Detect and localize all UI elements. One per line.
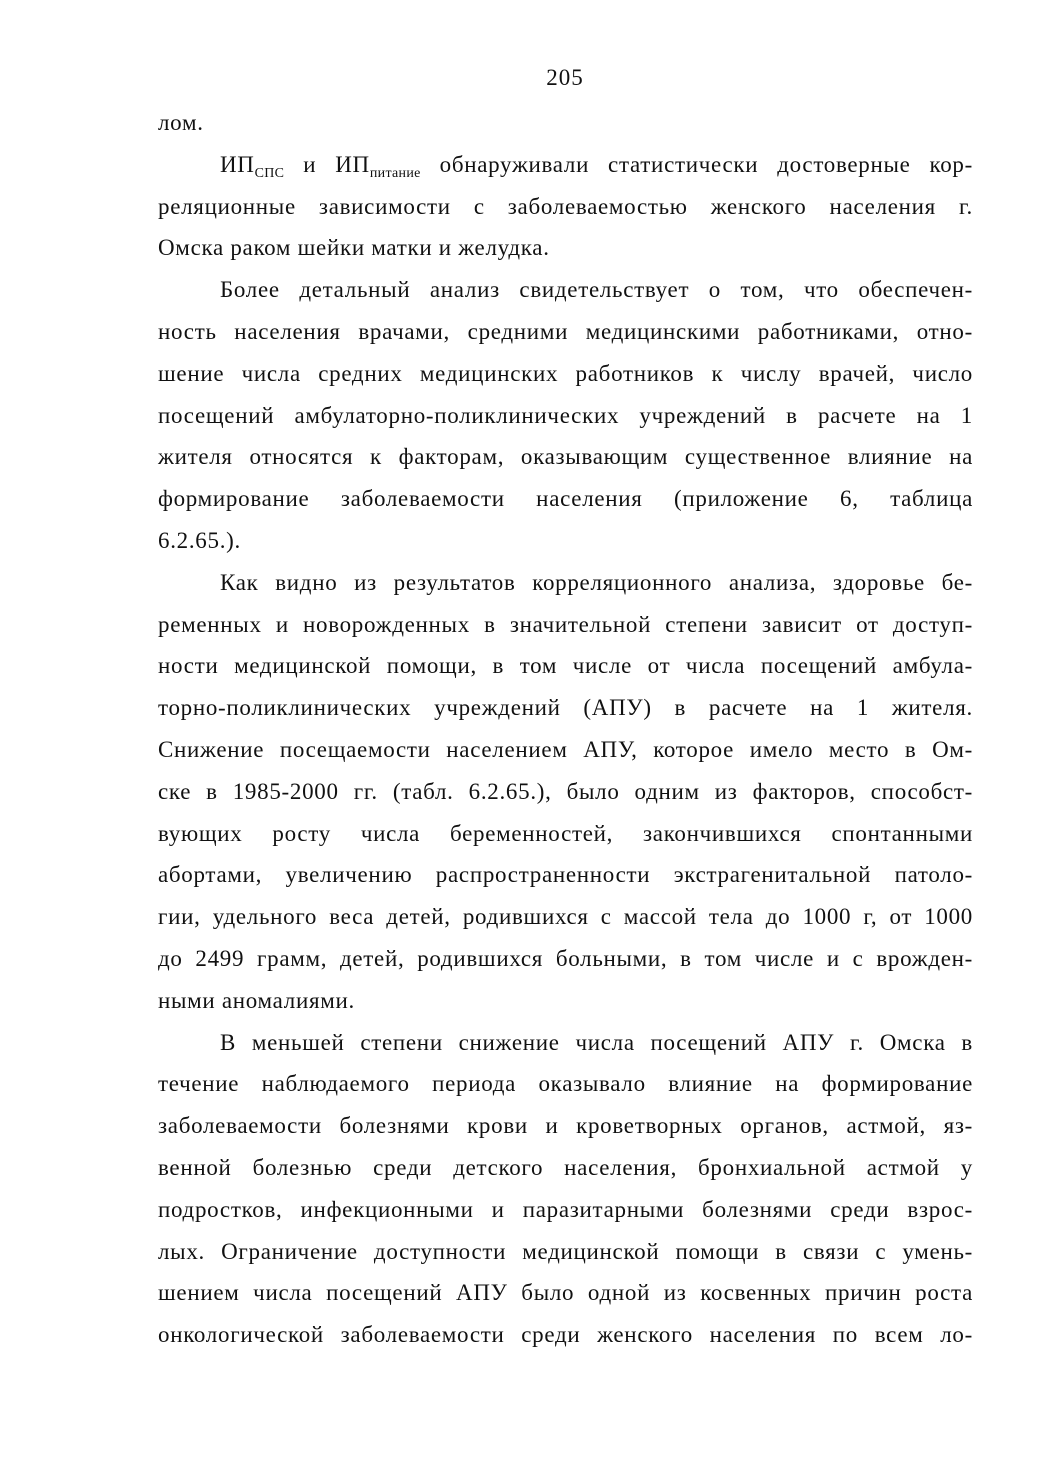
- conjunction: и: [284, 151, 336, 177]
- text-line: ности медицинской помощи, в том числе от числа посещений амбула-: [158, 653, 973, 679]
- text-line: шение числа средних медицинских работников к числу врачей, число: [158, 360, 973, 386]
- paragraph-continuation: [158, 102, 973, 144]
- text-line: торно-поликлинических учреждений (АПУ) в расчете на 1 жителя.: [158, 695, 973, 721]
- text-line: течение наблюдаемого периода оказывало влияние на формирование: [158, 1071, 973, 1097]
- paragraph-lesser-degree: [158, 1022, 973, 1356]
- text-line: жителя относятся к факторам, оказывающим существенное влияние на: [158, 444, 973, 470]
- ip-sps-subscript: СПС: [254, 165, 285, 181]
- text-line: ременных и новорожденных в значительной степени зависит от доступ-: [158, 611, 973, 637]
- text-line: гии, удельного веса детей, родившихся с массой тела до 1000 г, от 1000: [158, 904, 973, 930]
- paragraph-detailed-analysis: [158, 269, 973, 562]
- ip-nutrition-label: ИП: [335, 151, 370, 177]
- text-line: Снижение посещаемости населением АПУ, которое имело место в Ом-: [158, 736, 973, 762]
- text-line: абортами, увеличению распространенности экстрагенитальной патоло-: [158, 862, 973, 888]
- text-line: ске в 1985-2000 гг. (табл. 6.2.65.), было одним из факторов, способст-: [158, 778, 973, 804]
- body-text: [158, 102, 973, 1356]
- text-line: формирование заболеваемости населения (приложение 6, таблица: [158, 486, 973, 512]
- text-line: ными аномалиями.: [158, 987, 355, 1013]
- ip-nutrition-subscript: питание: [369, 165, 421, 181]
- text-line: заболеваемости болезнями крови и кроветворных органов, астмой, яз-: [158, 1113, 973, 1139]
- text-line: В меньшей степени снижение числа посещений АПУ г. Омска в: [220, 1029, 973, 1055]
- text-line: вующих росту числа беременностей, закончившихся спонтанными: [158, 820, 973, 846]
- text-line: 6.2.65.).: [158, 527, 241, 553]
- text-fragment: обнаруживали статистически достоверные кор-: [420, 151, 973, 177]
- text-line: ность населения врачами, средними медицинскими работниками, отно-: [158, 318, 973, 344]
- text-line: онкологической заболеваемости среди женского населения по всем ло-: [158, 1322, 973, 1348]
- text-line: Как видно из результатов корреляционного анализа, здоровье бе-: [220, 569, 973, 595]
- text-line: лых. Ограничение доступности медицинской помощи в связи с умень-: [158, 1238, 973, 1264]
- paragraph-ip-correlation: [158, 144, 973, 269]
- page-number: 205: [546, 65, 584, 90]
- text-line: лом.: [158, 110, 204, 135]
- paragraph-correlation-results: [158, 562, 973, 1022]
- text-line: [158, 144, 973, 186]
- text-line: реляционные зависимости с заболеваемостью женского населения г.: [158, 193, 973, 219]
- ip-sps-label: ИП: [220, 151, 255, 177]
- text-line: подростков, инфекционными и паразитарными болезнями среди взрос-: [158, 1196, 973, 1222]
- text-line: до 2499 грамм, детей, родившихся больными, в том числе и с врожден-: [158, 945, 973, 971]
- text-line: Более детальный анализ свидетельствует о том, что обеспечен-: [220, 277, 973, 303]
- text-line: шением числа посещений АПУ было одной из косвенных причин роста: [158, 1280, 973, 1306]
- text-line: венной болезнью среди детского населения, бронхиальной астмой у: [158, 1154, 973, 1180]
- text-line: посещений амбулаторно-поликлинических учреждений в расчете на 1: [158, 402, 973, 428]
- text-line: Омска раком шейки матки и желудка.: [158, 235, 550, 261]
